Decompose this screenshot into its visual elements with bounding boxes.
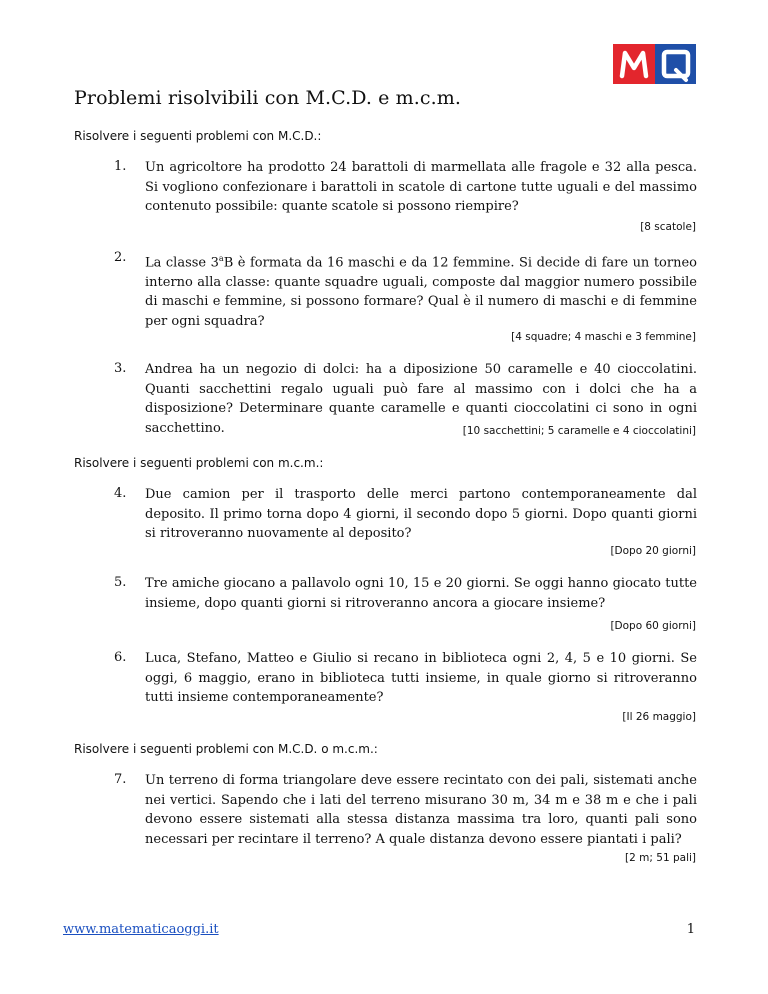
problem-number: 4.: [114, 486, 127, 501]
problem-answer: [2 m; 51 pali]: [625, 852, 696, 864]
problem-text: Un agricoltore ha prodotto 24 barattoli di marmellata alle fragole e 32 alla pesca. Si vogliono confezionare i barattoli in scatole di cartone tutte uguali e del massimo contenuto possibile: quante scatole si possono riempire?: [145, 160, 697, 214]
problem-text-start: La classe 3: [145, 255, 219, 271]
problem-number: 1.: [114, 159, 127, 174]
problem-answer: [4 squadre; 4 maschi e 3 femmine]: [511, 331, 696, 343]
problem-answer: [8 scatole]: [640, 221, 696, 233]
page-title: Problemi risolvibili con M.C.D. e m.c.m.: [74, 87, 462, 109]
problem-number: 5.: [114, 575, 127, 590]
section-title-mcm: Risolvere i seguenti problemi con m.c.m.:: [74, 456, 324, 470]
problem-answer: [10 sacchettini; 5 caramelle e 4 cioccolatini]: [462, 425, 696, 437]
matematicaoggi-logo: [613, 44, 696, 84]
problem-answer: [Dopo 20 giorni]: [610, 545, 696, 557]
problem-text: Andrea ha un negozio di dolci: ha a diposizione 50 caramelle e 40 cioccolatini. Quanti sacchettini regalo uguali può fare al massimo con i dolci che ha a disposizione? Determinare quante caramelle e quanti cioccolatini ci sono in ogni sacchettino.: [145, 362, 697, 436]
problem-answer: [Dopo 60 giorni]: [610, 620, 696, 632]
problem-text: Luca, Stefano, Matteo e Giulio si recano in biblioteca ogni 2, 4, 5 e 10 giorni. Se oggi, 6 maggio, erano in biblioteca tutti insieme, in quale giorno si ritroveranno tutti insieme contemporaneamente?: [145, 651, 697, 705]
problem-number: 2.: [114, 250, 127, 265]
problem-text: Un terreno di forma triangolare deve essere recintato con dei pali, sistemati anche nei vertici. Sapendo che i lati del terreno misurano 30 m, 34 m e 38 m e che i pali devono essere sistemati alla stessa distanza massima tra loro, quanti pali sono necessari per recintare il terreno? A quale distanza devono essere piantati i pali?: [145, 773, 697, 847]
problem-text-superscript: a: [218, 254, 224, 263]
problem-number: 6.: [114, 650, 127, 665]
problem-number: 7.: [114, 772, 127, 787]
problem-text-end: B è formata da 16 maschi e da 12 femmine. Si decide di fare un torneo interno alla classe: quante squadre uguali, composte dal maggior numero possibile di maschi e femmine, si possono formare? Qual è il numero di maschi e di femmine per ogni squadra?: [145, 255, 697, 329]
footer-website-link[interactable]: www.matematicaoggi.it: [63, 922, 219, 937]
problem-text: [145, 249, 697, 331]
problem-answer: [Il 26 maggio]: [622, 711, 696, 723]
problem-text: Due camion per il trasporto delle merci partono contemporaneamente dal deposito. Il primo torna dopo 4 giorni, il secondo dopo 5 giorni. Dopo quanti giorni si ritroveranno nuovamente al deposito?: [145, 487, 697, 541]
section-title-mcd-mcm: Risolvere i seguenti problemi con M.C.D. o m.c.m.:: [74, 742, 378, 756]
section-title-mcd: Risolvere i seguenti problemi con M.C.D.:: [74, 129, 322, 143]
problem-number: 3.: [114, 361, 127, 376]
page-number: 1: [686, 922, 695, 937]
problem-text: Tre amiche giocano a pallavolo ogni 10, 15 e 20 giorni. Se oggi hanno giocato tutte insieme, dopo quanti giorni si ritroveranno ancora a giocare insieme?: [145, 576, 697, 611]
